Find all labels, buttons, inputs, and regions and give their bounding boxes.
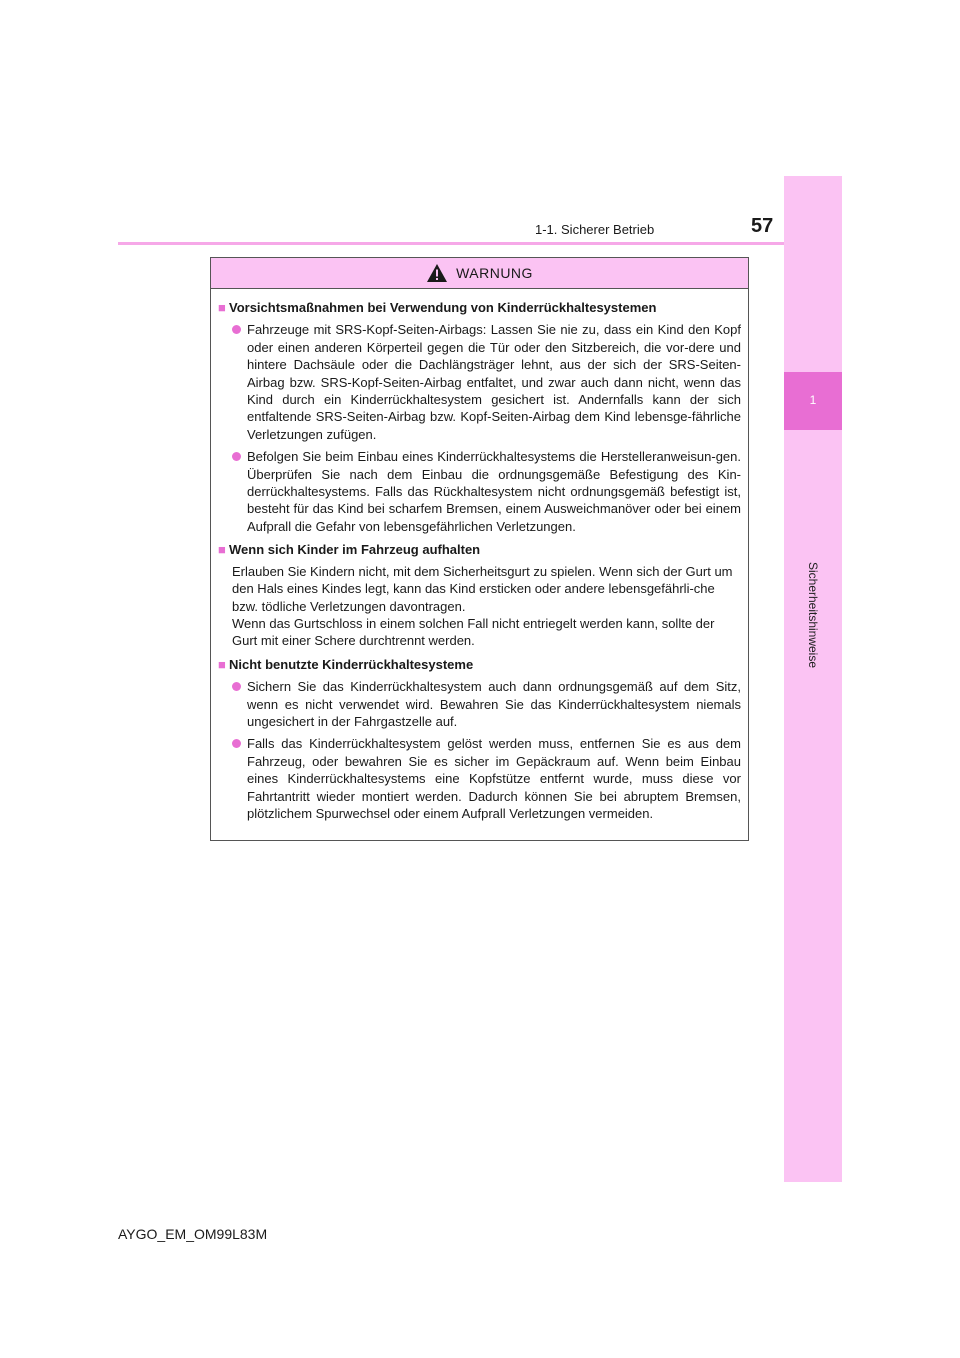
page-number: 57 <box>751 215 774 237</box>
section-title <box>218 299 741 316</box>
section-title <box>218 656 741 673</box>
list-item-text: Befolgen Sie beim Einbau eines Kinderrückhaltesystems die Herstelleranweisun-gen. Überprüfen Sie nach dem Einbau die ordnungsgemäße Befestigung des Kin-derrückhaltesystems. Falls das Rückhaltesystem nicht ordnungsgemäß befestigt ist, besteht für das Kind bei scharfem Bremsen, einem Ausweichmanöver oder bei einem Aufprall die Gefahr von lebensgefährlichen Verletzungen. <box>247 449 741 534</box>
round-bullet-icon <box>232 739 241 748</box>
chapter-label: Sicherheitshinweise <box>806 561 820 669</box>
paragraph: Erlauben Sie Kindern nicht, mit dem Sicherheitsgurt zu spielen. Wenn sich der Gurt um den Hals eines Kindes legt, kann das Kind ersticken oder andere lebensgefährli-che bzw. tödliche Verletzungen davontragen. <box>232 563 733 614</box>
list-item-text: Fahrzeuge mit SRS-Kopf-Seiten-Airbags: Lassen Sie nie zu, dass ein Kind den Kopf oder einen anderen Körperteil gegen die Tür oder den Sitzbereich, die vor-dere und hintere Dachsäule oder die Dachlängsträger lehnt, aus der sich der SRS-Seiten-Airbag bzw. SRS-Kopf-Seiten-Airbag entfaltet, und zwar auch dann nicht, wenn das Kind durch ein Kinderrückhaltesystem gesichert ist. Andernfalls kann der sich entfaltende SRS-Seiten-Airbag bzw. Kopf-Seiten-Airbag dem Kind lebensge-fährliche Verletzungen zufügen. <box>247 322 741 442</box>
section-title-text: Vorsichtsmaßnahmen bei Verwendung von Kinderrückhaltesystemen <box>229 300 657 315</box>
square-bullet-icon: ■ <box>218 300 226 315</box>
section-title <box>218 541 741 558</box>
warning-header <box>211 258 748 289</box>
header-section-title: 1-1. Sicherer Betrieb <box>535 222 655 237</box>
round-bullet-icon <box>232 452 241 461</box>
list-item <box>218 448 741 535</box>
warning-box <box>210 257 749 841</box>
warning-body <box>211 289 748 822</box>
header-divider <box>118 242 784 245</box>
section-title-text: Nicht benutzte Kinderrückhaltesysteme <box>229 656 474 672</box>
section-title-text: Wenn sich Kinder im Fahrzeug aufhalten <box>229 542 481 558</box>
chapter-number: 1 <box>809 393 817 407</box>
paragraph: Wenn das Gurtschloss in einem solchen Fall nicht entriegelt werden kann, sollte der Gurt mit einer Schere durchtrennt werden. <box>232 615 715 649</box>
list-item-text: Falls das Kinderrückhaltesystem gelöst werden muss, entfernen Sie es aus dem Fahrzeug, oder bewahren Sie es sicher im Gepäckraum auf. Wenn beim Einbau eines Kinderrückhaltesystems eine Kopfstütze entfernt wurde, muss diese vor Fahrtantritt wieder montiert werden. Dadurch können Sie bei abruptem Bremsen, plötzlichem Spurwechsel oder einem Aufprall Verletzungen vermeiden. <box>247 736 741 821</box>
document-code: AYGO_EM_OM99L83M <box>118 1226 268 1242</box>
square-bullet-icon: ■ <box>218 656 226 672</box>
list-item <box>218 321 741 443</box>
list-item-text: Sichern Sie das Kinderrückhaltesystem auch dann ordnungsgemäß auf dem Sitz, wenn es nicht verwendet wird. Bewahren Sie das Kinderrückhaltesystem niemals ungesichert in der Fahrgastzelle auf. <box>247 679 741 729</box>
warning-title: WARNUNG <box>456 265 533 281</box>
warning-triangle-icon <box>426 263 448 283</box>
round-bullet-icon <box>232 325 241 334</box>
square-bullet-icon: ■ <box>218 542 226 558</box>
chapter-side-tab <box>784 176 842 1182</box>
list-item <box>218 735 741 822</box>
list-item <box>218 678 741 730</box>
round-bullet-icon <box>232 682 241 691</box>
